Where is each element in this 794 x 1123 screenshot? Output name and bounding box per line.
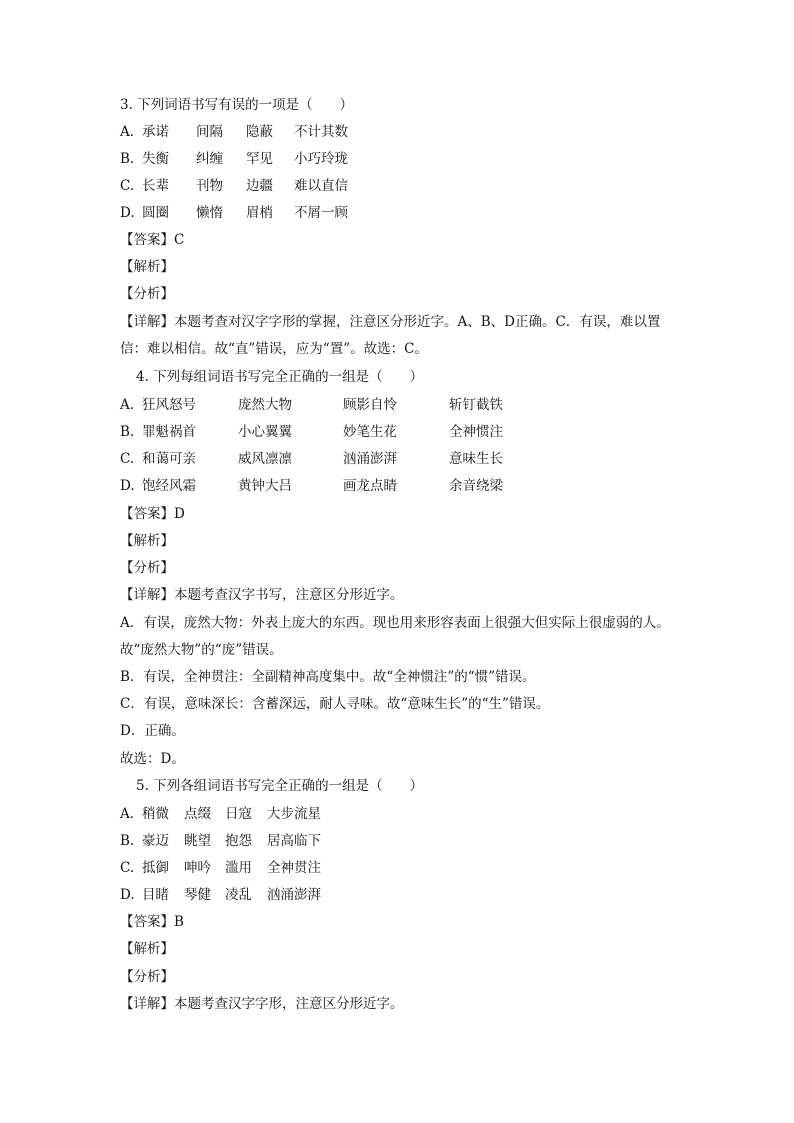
q4-stem: 4. 下列每组词语书写完全正确的一组是（ ） bbox=[136, 369, 424, 385]
q5-option-a bbox=[120, 805, 321, 823]
option-letter: B. bbox=[120, 833, 135, 849]
option-word: 罪魁祸首 bbox=[142, 424, 196, 440]
q3-detail-line-2: 信：难以相信。故“直”错误，应为“置”。故选：C。 bbox=[120, 341, 428, 357]
q5-detail: 【详解】本题考查汉字字形，注意区分形近字。 bbox=[120, 996, 404, 1012]
q4-choice: 故选：D。 bbox=[120, 751, 185, 767]
option-word: 斩钉截铁 bbox=[449, 397, 503, 413]
option-word: 承诺 bbox=[142, 124, 169, 140]
option-word: 间隔 bbox=[196, 124, 223, 140]
option-letter: D. bbox=[120, 205, 135, 221]
option-word: 小巧玲珑 bbox=[294, 151, 348, 167]
q5-analysis-heading: 【解析】 bbox=[120, 941, 174, 957]
q5-option-c bbox=[120, 859, 321, 877]
option-word: 圆圈 bbox=[142, 205, 169, 221]
q3-answer: 【答案】C bbox=[120, 232, 185, 248]
option-word: 居高临下 bbox=[267, 833, 321, 849]
option-word: 全神贯注 bbox=[267, 860, 321, 876]
q4-explain-a-line-1: A．有误，庞然大物：外表上庞大的东西。现也用来形容表面上很强大但实际上很虚弱的人。 bbox=[120, 615, 670, 631]
option-word: 隐蔽 bbox=[246, 124, 273, 140]
option-word: 黄钟大吕 bbox=[238, 478, 292, 494]
q5-option-b bbox=[120, 832, 321, 850]
q3-option-d bbox=[120, 204, 348, 222]
option-word: 纠缠 bbox=[196, 151, 223, 167]
option-word: 不计其数 bbox=[294, 124, 348, 140]
q3-stem: 3. 下列词语书写有误的一项是（ ） bbox=[120, 97, 354, 113]
q4-explain-a-line-2: 故“庞然大物”的“庞”错误。 bbox=[120, 642, 283, 658]
option-letter: A. bbox=[120, 806, 135, 822]
q5-stem: 5. 下列各组词语书写完全正确的一组是（ ） bbox=[136, 778, 424, 794]
option-word: 点缀 bbox=[184, 806, 211, 822]
option-word: 目睹 bbox=[142, 887, 169, 903]
option-word: 庞然大物 bbox=[238, 397, 292, 413]
option-word: 滥用 bbox=[225, 860, 252, 876]
q4-option-a bbox=[120, 396, 503, 414]
option-word: 全神惯注 bbox=[449, 424, 503, 440]
option-word: 汹涌澎湃 bbox=[267, 887, 321, 903]
option-word: 长辈 bbox=[142, 178, 169, 194]
q3-fenxi-heading: 【分析】 bbox=[120, 286, 174, 302]
option-word: 饱经风霜 bbox=[142, 478, 196, 494]
option-word: 眉梢 bbox=[246, 205, 273, 221]
option-word: 狂风怒号 bbox=[142, 397, 196, 413]
option-word: 罕见 bbox=[246, 151, 273, 167]
option-letter: C. bbox=[120, 451, 135, 467]
option-word: 琴健 bbox=[184, 887, 211, 903]
option-word: 画龙点睛 bbox=[343, 478, 397, 494]
option-word: 凌乱 bbox=[225, 887, 252, 903]
option-letter: B. bbox=[120, 151, 135, 167]
q4-explain-b: B．有误，全神贯注：全副精神高度集中。故“全神惯注”的“惯”错误。 bbox=[120, 669, 536, 685]
option-letter: A. bbox=[120, 124, 135, 140]
option-letter: C. bbox=[120, 860, 135, 876]
option-word: 稍微 bbox=[142, 806, 169, 822]
option-word: 抵御 bbox=[142, 860, 169, 876]
q3-analysis-heading: 【解析】 bbox=[120, 259, 174, 275]
q3-detail-line-1: 【详解】本题考查对汉字字形的掌握，注意区分形近字。A、B、D正确。C．有误，难以置 bbox=[120, 314, 661, 330]
q4-analysis-heading: 【解析】 bbox=[120, 533, 174, 549]
q4-detail: 【详解】本题考查汉字书写，注意区分形近字。 bbox=[120, 587, 404, 603]
option-word: 呻吟 bbox=[184, 860, 211, 876]
q4-option-d bbox=[120, 477, 503, 495]
option-word: 小心翼翼 bbox=[238, 424, 292, 440]
option-letter: D. bbox=[120, 478, 135, 494]
option-word: 大步流星 bbox=[267, 806, 321, 822]
q5-fenxi-heading: 【分析】 bbox=[120, 969, 174, 985]
option-word: 余音绕梁 bbox=[449, 478, 503, 494]
option-word: 顾影自怜 bbox=[343, 397, 397, 413]
option-word: 日寇 bbox=[225, 806, 252, 822]
q4-explain-c: C．有误，意味深长：含蓄深远，耐人寻味。故“意味生长”的“生”错误。 bbox=[120, 696, 550, 712]
option-word: 和蔼可亲 bbox=[142, 451, 196, 467]
q3-option-b bbox=[120, 150, 348, 168]
option-letter: B. bbox=[120, 424, 135, 440]
option-word: 难以直信 bbox=[294, 178, 348, 194]
option-word: 威风凛凛 bbox=[238, 451, 292, 467]
option-word: 边疆 bbox=[246, 178, 273, 194]
q4-option-b bbox=[120, 423, 503, 441]
q4-explain-d: D．正确。 bbox=[120, 723, 185, 739]
q4-answer: 【答案】D bbox=[120, 506, 185, 522]
option-word: 抱怨 bbox=[225, 833, 252, 849]
option-word: 妙笔生花 bbox=[343, 424, 397, 440]
option-word: 意味生长 bbox=[449, 451, 503, 467]
q3-option-a bbox=[120, 123, 348, 141]
q4-option-c bbox=[120, 450, 503, 468]
option-word: 豪迈 bbox=[142, 833, 169, 849]
q5-answer: 【答案】B bbox=[120, 914, 184, 930]
option-word: 汹涌澎湃 bbox=[343, 451, 397, 467]
option-letter: C. bbox=[120, 178, 135, 194]
q4-fenxi-heading: 【分析】 bbox=[120, 560, 174, 576]
q3-option-c bbox=[120, 177, 348, 195]
option-letter: A. bbox=[120, 397, 135, 413]
option-word: 失衡 bbox=[142, 151, 169, 167]
option-letter: D. bbox=[120, 887, 135, 903]
option-word: 懒惰 bbox=[196, 205, 223, 221]
option-word: 不屑一顾 bbox=[294, 205, 348, 221]
option-word: 眺望 bbox=[184, 833, 211, 849]
option-word: 刊物 bbox=[196, 178, 223, 194]
q5-option-d bbox=[120, 886, 321, 904]
